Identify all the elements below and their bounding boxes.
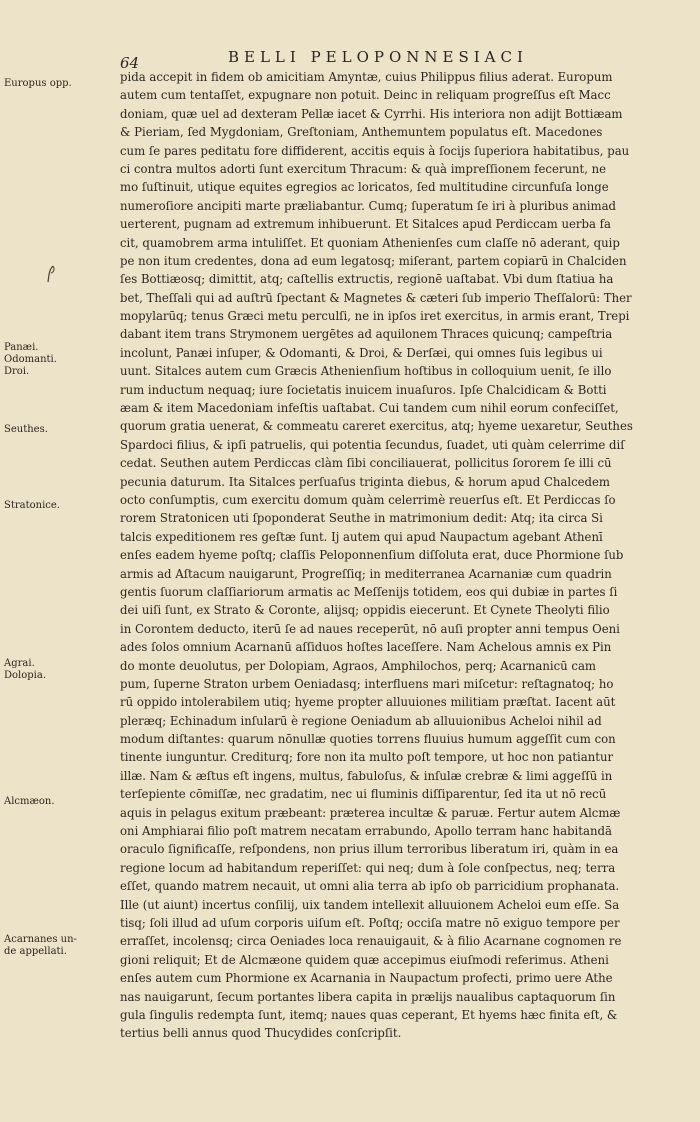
marginal-note-seuthes xyxy=(4,424,110,436)
text-line: tisq; ſoli illud ad uſum corporis uiſum eſt. Poſtq; occiſa matre nō exiguo tempore per xyxy=(120,915,620,930)
text-line: dabant item trans Strymonem uergētes ad aquilonem Thraces quicunq; campeſtria xyxy=(120,327,613,342)
text-line: Spardoci filius, & ipſi patruelis, qui potentia ſecundus, ſuadet, uti quàm celerrime diſ xyxy=(120,437,625,452)
text-line: bet, Theſſali qui ad auſtrū ſpectant & Magnetes & cæteri ſub imperio Theſſalorū: Ther xyxy=(120,290,632,305)
text-line: uerterent, pugnam ad extremum inhibuerunt. Et Sitalces apud Perdiccam uerba fa xyxy=(120,217,611,232)
marginal-note-text: Acarnanes un- xyxy=(4,934,77,945)
text-line: numeroſiore ancipiti marte præliabantur. Cumq; ſuperatum ſe iri à pluribus animad xyxy=(120,198,617,213)
text-line: cit, quamobrem arma intuliſſet. Et quoniam Athenienſes cum claſſe nō aderant, quip xyxy=(120,235,620,250)
text-line: octo conſumptis, cum exercitu domum quàm celerrimè reuerſus eſt. Et Perdiccas ſo xyxy=(120,492,616,507)
text-line: armis ad Aſtacum nauigarunt, Progreſſiq; in mediterranea Acarnaniæ cum quadrin xyxy=(120,566,612,581)
text-line: mopylarūq; tenus Græci metu perculſi, ne in ipſos iret exercitus, in armis erant, Trepi xyxy=(120,309,630,324)
text-line: gioni reliquit; Et de Alcmæone quidem quæ accepimus eiuſmodi referimus. Atheni xyxy=(120,952,609,967)
text-line: mo ſuſtinuit, utique equites egregios ac loricatos, ſed multitudine circunfuſa longe xyxy=(120,180,609,195)
marginal-note-text: Europus opp. xyxy=(4,78,72,89)
text-line: pleræq; Echinadum inſularū è regione Oeniadum ab alluuionibus Acheloi nihil ad xyxy=(120,713,602,728)
main-text-block xyxy=(120,68,690,1043)
text-line: gula ſingulis redempta ſunt, itemq; naues quas ceperant, Et hyems hæc finita eſt, & xyxy=(120,1007,618,1022)
text-line: oraculo ſignificaſſe, reſpondens, non prius illum terroribus liberatum iri, quàm in ea xyxy=(120,842,619,857)
text-line: pe non itum credentes, dona ad eum legatosq; miſerant, partem copiarū in Chalciden xyxy=(120,253,627,268)
text-line: rū oppido intolerabilem utiq; hyeme propter alluuiones militiam præſtat. Iacent aūt xyxy=(120,695,616,710)
marginal-note-europus xyxy=(4,78,110,90)
marginal-note-text: Panæi. xyxy=(4,342,39,353)
text-line: terſepiente cōmiſſæ, nec gradatim, nec ui fluminis diſſiparentur, ſed ita ut nō recū xyxy=(120,787,607,802)
text-line: æam & item Macedoniam infeſtis uaſtabat. Cui tandem cum nihil eorum confeciſſet, xyxy=(120,401,619,416)
page-header xyxy=(0,44,700,72)
text-line: cedat. Seuthen autem Perdiccas clàm ſibi conciliauerat, pollicitus ſororem ſe illi cū xyxy=(120,456,612,471)
marginal-note-text: Alcmæon. xyxy=(4,796,55,807)
text-line: oni Amphiarai filio poſt matrem necatam errabundo, Apollo terram hanc habitandā xyxy=(120,824,612,839)
text-line: enſes autem cum Phormione ex Acarnania in Naupactum profecti, primo uere Athe xyxy=(120,971,613,986)
text-line: nas nauigarunt, ſecum portantes libera capita in prælijs naualibus captaquorum ſin xyxy=(120,989,616,1004)
text-line: aquis in pelagus exitum præbeant: præterea incultæ & paruæ. Fertur autem Alcmæ xyxy=(120,805,621,820)
text-line: illæ. Nam & æſtus eſt ingens, multus, fabuloſus, & inſulæ crebræ & limi aggeſſū in xyxy=(120,768,613,783)
marginal-ornament-icon xyxy=(44,264,58,284)
text-line: regione locum ad habitandum reperiſſet: qui neq; dum à ſole conſpectus, neq; terra xyxy=(120,860,616,875)
text-line: cum ſe pares peditatu fore diffiderent, accitis equis à ſocijs ſuperiora habitatibus, pau xyxy=(120,143,630,158)
text-line: doniam, quæ uel ad dexteram Pellæ iacet & Cyrrhi. His interiora non adijt Bottiæam xyxy=(120,106,623,121)
text-line: erraſſet, incolensq; circa Oeniades loca renauigauit, & à filio Acarnane cognomen re xyxy=(120,934,622,949)
text-line: gentis ſuorum claſſiariorum armatis ac Meſſenijs totidem, eos qui dubiæ in partes ſi xyxy=(120,584,618,599)
text-line: pida accepit in fidem ob amicitiam Amyntæ, cuius Philippus filius aderat. Europum xyxy=(120,70,613,84)
marginal-note-text: Odomanti. xyxy=(4,354,57,365)
text-line: uunt. Sitalces autem cum Græcis Athenienſium hoſtibus in colloquium uenit, ſe illo xyxy=(120,364,612,379)
text-line: rorem Stratonicen uti ſpoponderat Seuthe in matrimonium dedit: Atq; ita circa Si xyxy=(120,511,603,526)
text-line: modum diſtantes: quarum nōnullæ quoties torrens fluuius humum aggeſſit cum con xyxy=(120,732,616,747)
text-line: ſes Bottiæosq; dimittit, atq; caſtellis extructis, regionē uaſtabat. Vbi dum ſtatiua ha xyxy=(120,272,614,287)
text-line: quorum gratia uenerat, & commeatu careret exercitus, atq; hyeme uexaretur, Seuthes xyxy=(120,419,633,434)
page-number: 64 xyxy=(120,54,140,72)
text-line: do monte deuolutus, per Dolopiam, Agraos, Amphilochos, perq; Acarnanicū cam xyxy=(120,658,596,673)
marginal-note-text: Dolopia. xyxy=(4,670,46,681)
marginal-note-text: Agrai. xyxy=(4,658,35,669)
marginal-note-peoples xyxy=(4,342,110,378)
text-line: & Pieriam, ſed Mygdoniam, Greſtoniam, Anthemuntem populatus eſt. Macedones xyxy=(120,125,603,140)
text-line: dei uiſi ſunt, ex Strato & Coronte, alijsq; oppidis eiecerunt. Et Cynete Theolyti filio xyxy=(120,603,610,618)
text-line: pecunia daturum. Ita Sitalces perſuaſus triginta diebus, & horum apud Chalcedem xyxy=(120,474,611,489)
text-line: eſſet, quando matrem necauit, ut omni alia terra ab ipſo ob parricidium prophanata. xyxy=(120,879,620,894)
text-line: incolunt, Panæi inſuper, & Odomanti, & Droi, & Derſæi, qui omnes ſuis legibus ui xyxy=(120,345,603,360)
text-line: autem cum tentaſſet, expugnare non potuit. Deinc in reliquam progreſſus eſt Macc xyxy=(120,88,611,103)
running-head: BELLI PELOPONNESIACI xyxy=(228,48,528,66)
text-line: Ille (ut aiunt) incertus conſilij, uix tandem intellexit alluuionem Acheloi eum eſſe. Sa xyxy=(120,897,620,912)
marginal-note-acarnanes xyxy=(4,934,110,958)
marginal-note-text: Droi. xyxy=(4,366,30,377)
marginal-note-text: de appellati. xyxy=(4,946,67,957)
text-line: in Corontem deducto, iterū ſe ad naues receperūt, nō auſi propter anni tempus Oeni xyxy=(120,621,620,636)
marginal-note-text: Stratonice. xyxy=(4,500,60,511)
text-line: rum inductum nequaq; iure ſocietatis inuicem inuaſuros. Ipſe Chalcidicam & Botti xyxy=(120,382,607,397)
text-line: tertius belli annus quod Thucydides conſcripſit. xyxy=(120,1026,402,1041)
text-line: ades ſolos omnium Acarnanū aſſiduos hoſtes laceſſere. Nam Achelous amnis ex Pin xyxy=(120,640,612,655)
text-line: enſes eadem hyeme poſtq; claſſis Peloponnenſium diſſoluta erat, duce Phormione ſub xyxy=(120,548,624,563)
marginal-note-alcmaeon xyxy=(4,796,110,808)
text-line: talcis expeditionem res geſtæ ſunt. Ij autem qui apud Naupactum agebant Athenī xyxy=(120,529,603,544)
text-line: pum, ſuperne Straton urbem Oeniadasq; interfluens mari miſcetur: reſtagnatoq; ho xyxy=(120,676,614,691)
marginal-note-agrai xyxy=(4,658,110,682)
marginal-note-stratonice xyxy=(4,500,110,512)
marginal-note-text: Seuthes. xyxy=(4,424,48,435)
text-line: tinente iunguntur. Crediturq; fore non ita multo poſt tempore, ut hoc non patiantur xyxy=(120,750,614,765)
text-line: ci contra multos adorti ſunt exercitum Thracum: & quà impreſſionem fecerunt, ne xyxy=(120,161,607,176)
